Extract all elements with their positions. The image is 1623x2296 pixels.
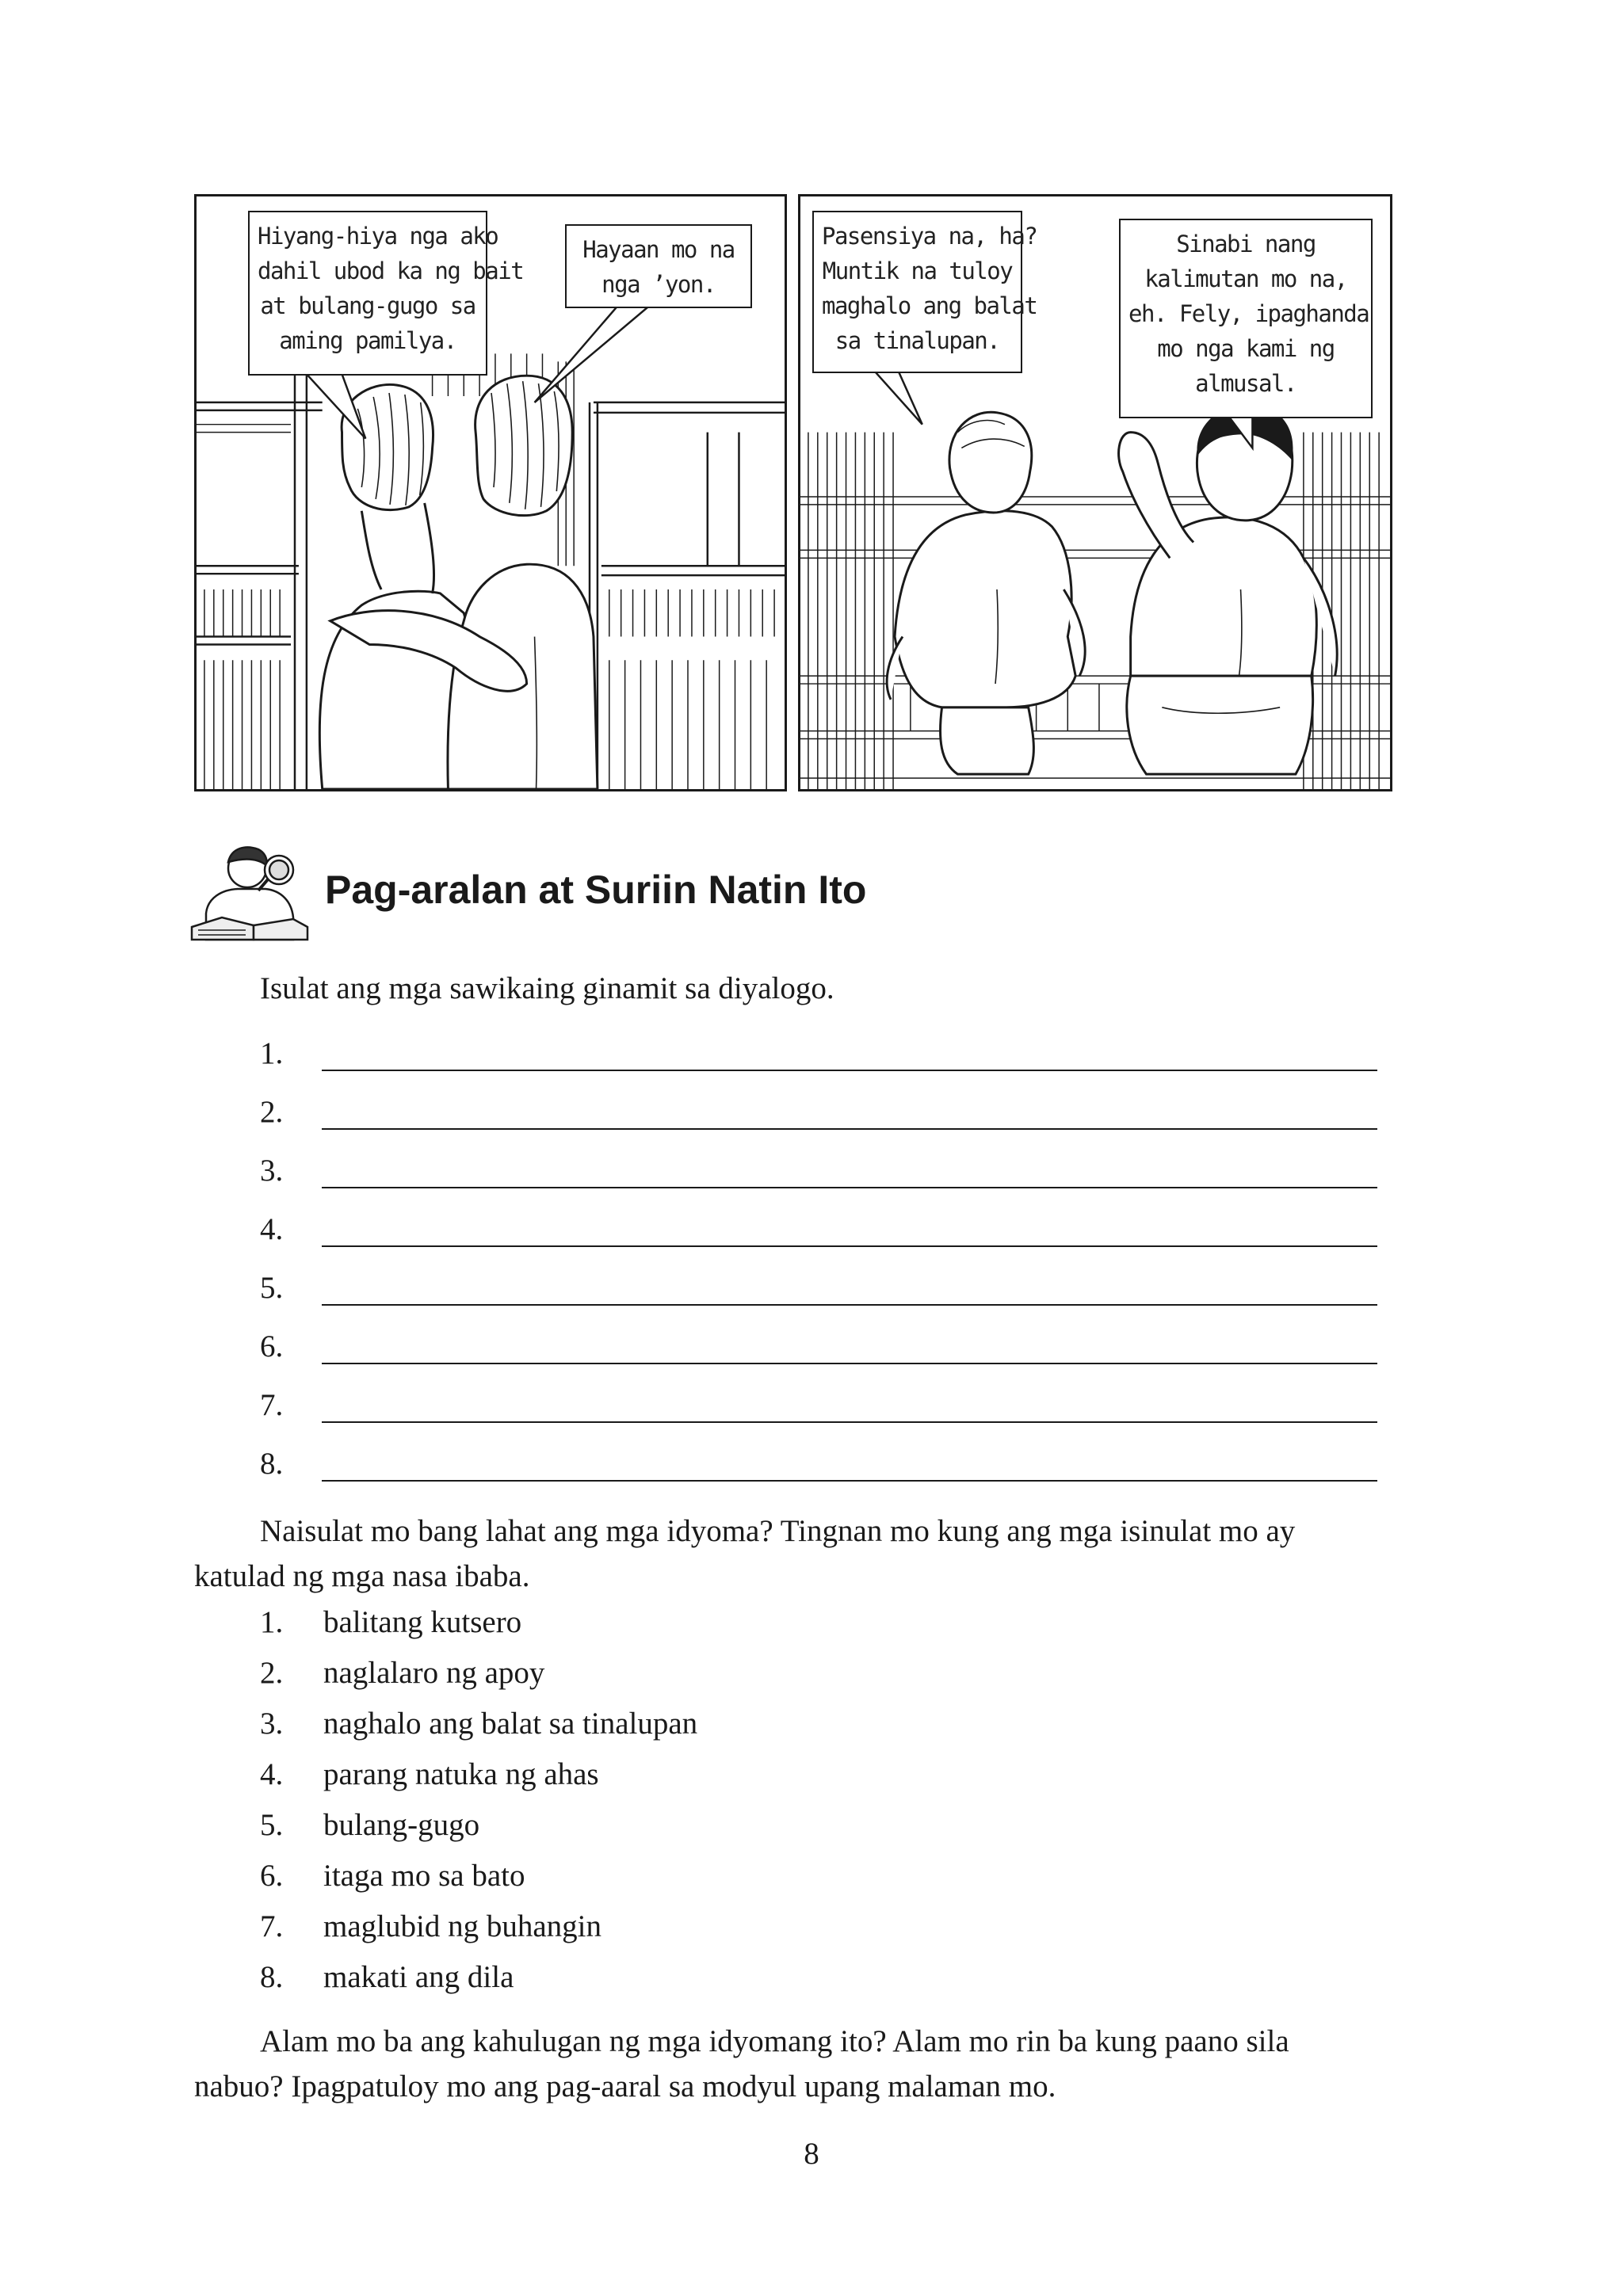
blank-number: 2.	[260, 1095, 284, 1129]
list-item-text: bulang-gugo	[323, 1808, 480, 1842]
speech-bubble-3	[812, 211, 1037, 373]
list-item-text: naglalaro ng apoy	[323, 1656, 545, 1690]
section-title: Pag-aralan at Suriin Natin Ito	[325, 868, 867, 912]
blank-number: 6.	[260, 1329, 284, 1363]
answer-line[interactable]	[322, 1421, 1377, 1423]
speech-line: Sinabi nang	[1176, 231, 1316, 257]
answer-line[interactable]	[322, 1363, 1377, 1364]
list-item-text: balitang kutsero	[323, 1605, 522, 1639]
speech-line: Hayaan mo na	[582, 236, 735, 263]
section-header	[190, 838, 983, 941]
answer-line[interactable]	[322, 1304, 1377, 1306]
answer-blank-row[interactable]	[260, 1151, 1377, 1191]
answer-line[interactable]	[322, 1480, 1377, 1482]
speech-line: eh. Fely, ipaghanda	[1128, 300, 1369, 327]
blank-number: 4.	[260, 1212, 284, 1246]
answer-line[interactable]	[322, 1070, 1377, 1071]
speech-bubble-2	[565, 224, 752, 308]
list-item-number: 5.	[260, 1808, 284, 1842]
speech-line: nga ’yon.	[601, 271, 716, 298]
speech-line: aming pamilya.	[279, 327, 456, 354]
speech-bubble-1	[248, 211, 524, 376]
speech-line: maghalo ang balat	[822, 292, 1037, 319]
speech-line: at bulang-gugo sa	[260, 292, 475, 319]
check-paragraph-line-1: Naisulat mo bang lahat ang mga idyoma? Tingnan mo kung ang mga isinulat mo ay	[260, 1514, 1296, 1548]
list-item-number: 4.	[260, 1757, 284, 1791]
closing-paragraph-line-2: nabuo? Ipagpatuloy mo ang pag-aaral sa modyul upang malaman mo.	[194, 2069, 1056, 2103]
student-with-magnifying-glass-icon	[190, 838, 309, 941]
comic-panel-right	[798, 194, 1392, 791]
speech-line: Muntik na tuloy	[822, 257, 1013, 284]
list-item-text: makati ang dila	[323, 1960, 514, 1994]
blank-number: 1.	[260, 1036, 284, 1070]
blank-number: 5.	[260, 1271, 284, 1305]
speech-line: almusal.	[1195, 370, 1296, 397]
answer-blank-row[interactable]	[260, 1268, 1377, 1308]
list-item-text: parang natuka ng ahas	[323, 1757, 599, 1791]
list-item-number: 7.	[260, 1909, 284, 1943]
speech-line: sa tinalupan.	[834, 327, 1000, 354]
blank-number: 8.	[260, 1447, 284, 1481]
answer-blank-row[interactable]	[260, 1327, 1377, 1367]
closing-paragraph-line-1: Alam mo ba ang kahulugan ng mga idyomang ito? Alam mo rin ba kung paano sila	[260, 2024, 1289, 2058]
comic-panel-left	[194, 194, 787, 791]
answer-line[interactable]	[322, 1245, 1377, 1247]
check-paragraph-line-2: katulad ng mga nasa ibaba.	[194, 1559, 530, 1593]
blank-number: 3.	[260, 1154, 284, 1188]
speech-line: Pasensiya na, ha?	[822, 223, 1037, 250]
list-item-number: 8.	[260, 1960, 284, 1994]
answer-blank-row[interactable]	[260, 1093, 1377, 1132]
speech-line: Hiyang-hiya nga ako	[258, 223, 498, 250]
list-item-number: 1.	[260, 1605, 284, 1639]
list-item-number: 6.	[260, 1859, 284, 1893]
speech-bubble-4	[1119, 219, 1373, 418]
answer-line[interactable]	[322, 1187, 1377, 1188]
instruction-text: Isulat ang mga sawikaing ginamit sa diyalogo.	[260, 971, 834, 1005]
list-item-text: maglubid ng buhangin	[323, 1909, 601, 1943]
answer-blank-row[interactable]	[260, 1386, 1377, 1425]
speech-line: mo nga kami ng	[1157, 335, 1335, 362]
list-item-number: 2.	[260, 1656, 284, 1690]
page-number: 8	[804, 2137, 819, 2171]
answer-line[interactable]	[322, 1128, 1377, 1130]
list-item-number: 3.	[260, 1707, 284, 1741]
blank-number: 7.	[260, 1388, 284, 1422]
speech-line: dahil ubod ka ng bait	[258, 257, 524, 284]
list-item-text: itaga mo sa bato	[323, 1859, 525, 1893]
answer-blank-row[interactable]	[260, 1034, 1377, 1074]
answer-blank-row[interactable]	[260, 1444, 1377, 1484]
speech-line: kalimutan mo na,	[1144, 265, 1347, 292]
answer-blank-row[interactable]	[260, 1210, 1377, 1249]
list-item-text: naghalo ang balat sa tinalupan	[323, 1707, 698, 1741]
